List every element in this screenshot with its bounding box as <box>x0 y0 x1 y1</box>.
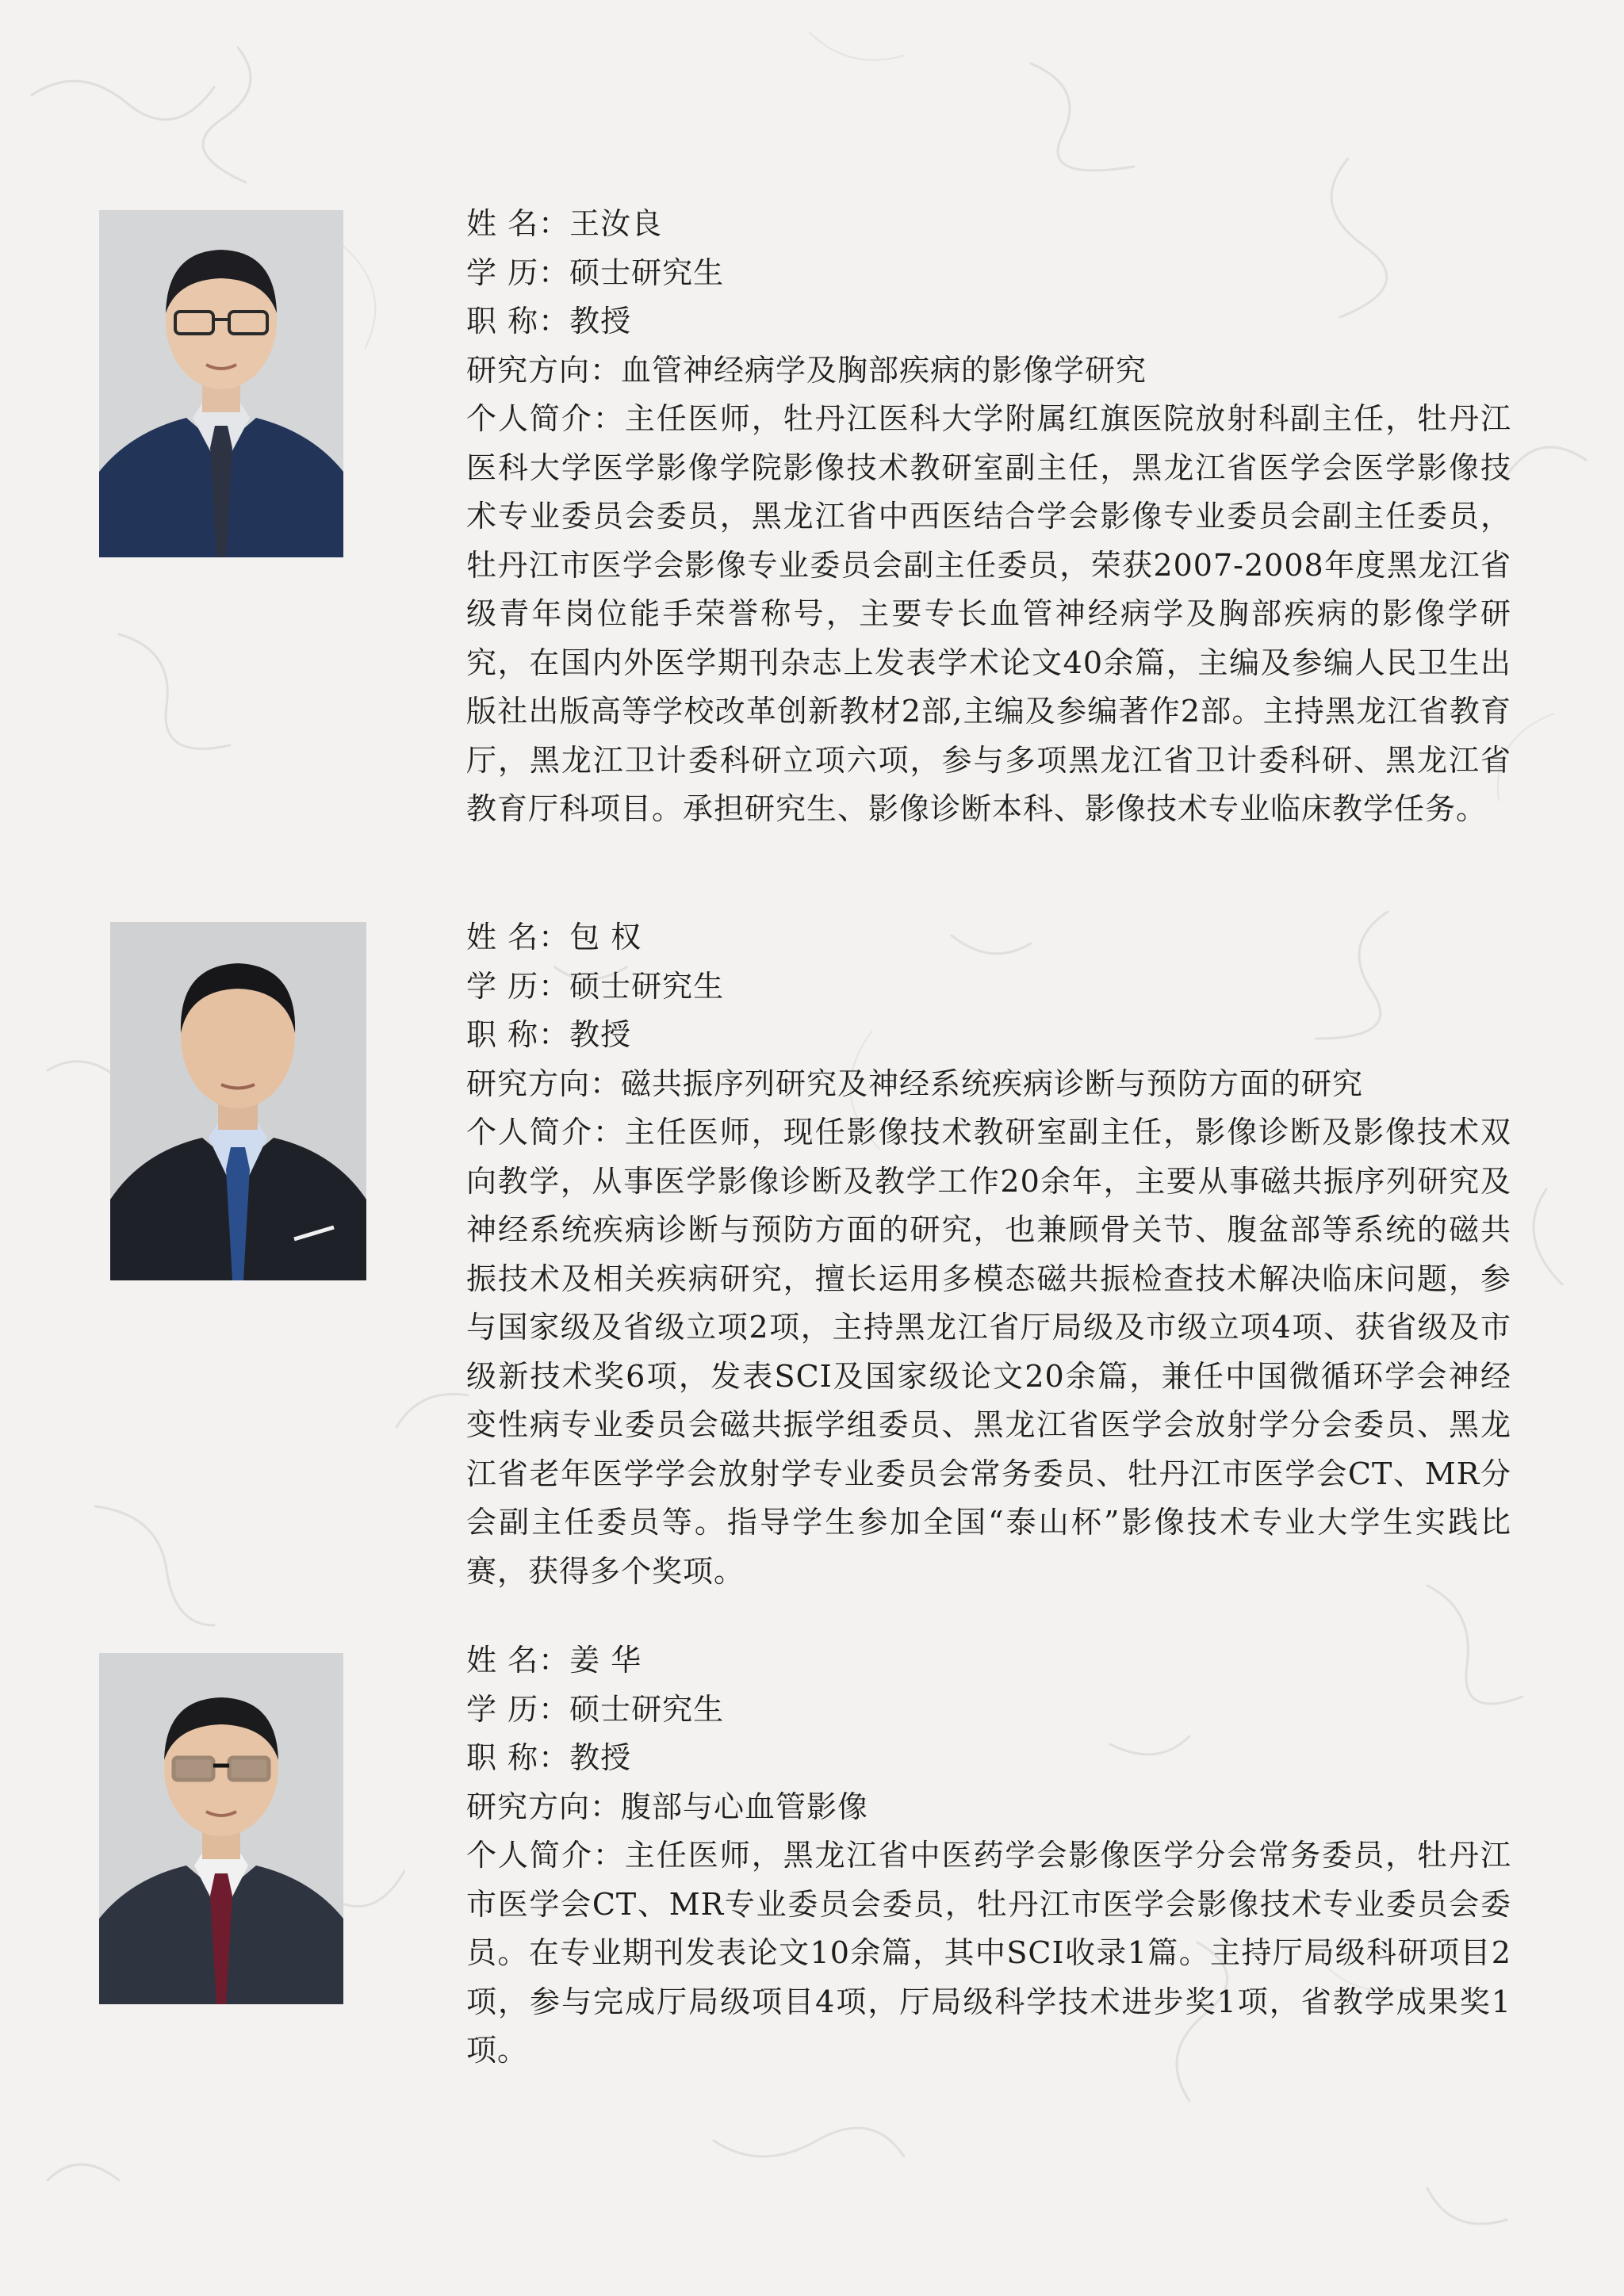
profile-research: 研究方向：血管神经病学及胸部疾病的影像学研究 <box>466 352 1147 388</box>
profile-photo <box>99 210 343 557</box>
profile-education: 学 历：硕士研究生 <box>466 968 725 1004</box>
profile-text <box>466 1636 1511 2076</box>
profile-bio: 个人简介：主任医师，牡丹江医科大学附属红旗医院放射科副主任，牡丹江医科大学医学影像学院影像技术教研室副主任，黑龙江省医学会医学影像技术专业委员会委员，黑龙江省中西医结合学会影像专业委员会副主任委员，牡丹江市医学会影像专业委员会副主任委员，荣获2007-2008年度黑龙江省级青年岗位能手荣誉称号，主要专长血管神经病学及胸部疾病的影像学研究，在国内外医学期刊杂志上发表学术论文40余篇，主编及参编人民卫生出版社出版高等学校改革创新教材2部,主编及参编著作2部。主持黑龙江省教育厅，黑龙江卫计委科研立项六项，参与多项黑龙江省卫计委科研、黑龙江省教育厅科项目。承担研究生、影像诊断本科、影像技术专业临床教学任务。 <box>466 401 1511 826</box>
profile-name: 姓 名：姜 华 <box>466 1643 642 1678</box>
profile-research: 研究方向：磁共振序列研究及神经系统疾病诊断与预防方面的研究 <box>466 1066 1364 1101</box>
portrait-image <box>99 210 343 557</box>
profile-title: 职 称：教授 <box>466 1740 632 1775</box>
portrait-image <box>110 922 366 1280</box>
profile-text <box>466 913 1511 1596</box>
profile-bio: 个人简介：主任医师，黑龙江省中医药学会影像医学分会常务委员，牡丹江市医学会CT、MR专业委员会委员，牡丹江市医学会影像技术专业委员会委员。在专业期刊发表论文10余篇，其中SCI收录1篇。主持厅局级科研项目2项，参与完成厅局级项目4项，厅局级科学技术进步奖1项，省教学成果奖1项。 <box>466 1838 1511 2068</box>
profile-bio: 个人简介：主任医师，现任影像技术教研室副主任，影像诊断及影像技术双向教学，从事医学影像诊断及教学工作20余年，主要从事磁共振序列研究及神经系统疾病诊断与预防方面的研究，也兼顾骨关节、腹盆部等系统的磁共振技术及相关疾病研究，擅长运用多模态磁共振检查技术解决临床问题，参与国家级及省级立项2项，主持黑龙江省厅局级及市级立项4项、获省级及市级新技术奖6项，发表SCI及国家级论文20余篇，兼任中国微循环学会神经变性病专业委员会磁共振学组委员、黑龙江省医学会放射学分会委员、黑龙江省老年医学学会放射学专业委员会常务委员、牡丹江市医学会CT、MR分会副主任委员等。指导学生参加全国“泰山杯”影像技术专业大学生实践比赛，获得多个奖项。 <box>466 1115 1511 1589</box>
profile-name: 姓 名：王汝良 <box>466 206 663 241</box>
profile-education: 学 历：硕士研究生 <box>466 1691 725 1727</box>
portrait-image <box>99 1653 343 2004</box>
profile-photo <box>110 922 366 1280</box>
profile-research: 研究方向：腹部与心血管影像 <box>466 1789 869 1824</box>
profile-education: 学 历：硕士研究生 <box>466 254 725 290</box>
profile-text <box>466 200 1511 834</box>
profile-name: 姓 名：包 权 <box>466 920 642 955</box>
profile-title: 职 称：教授 <box>466 304 632 339</box>
profile-photo <box>99 1653 343 2004</box>
profile-title: 职 称：教授 <box>466 1017 632 1052</box>
